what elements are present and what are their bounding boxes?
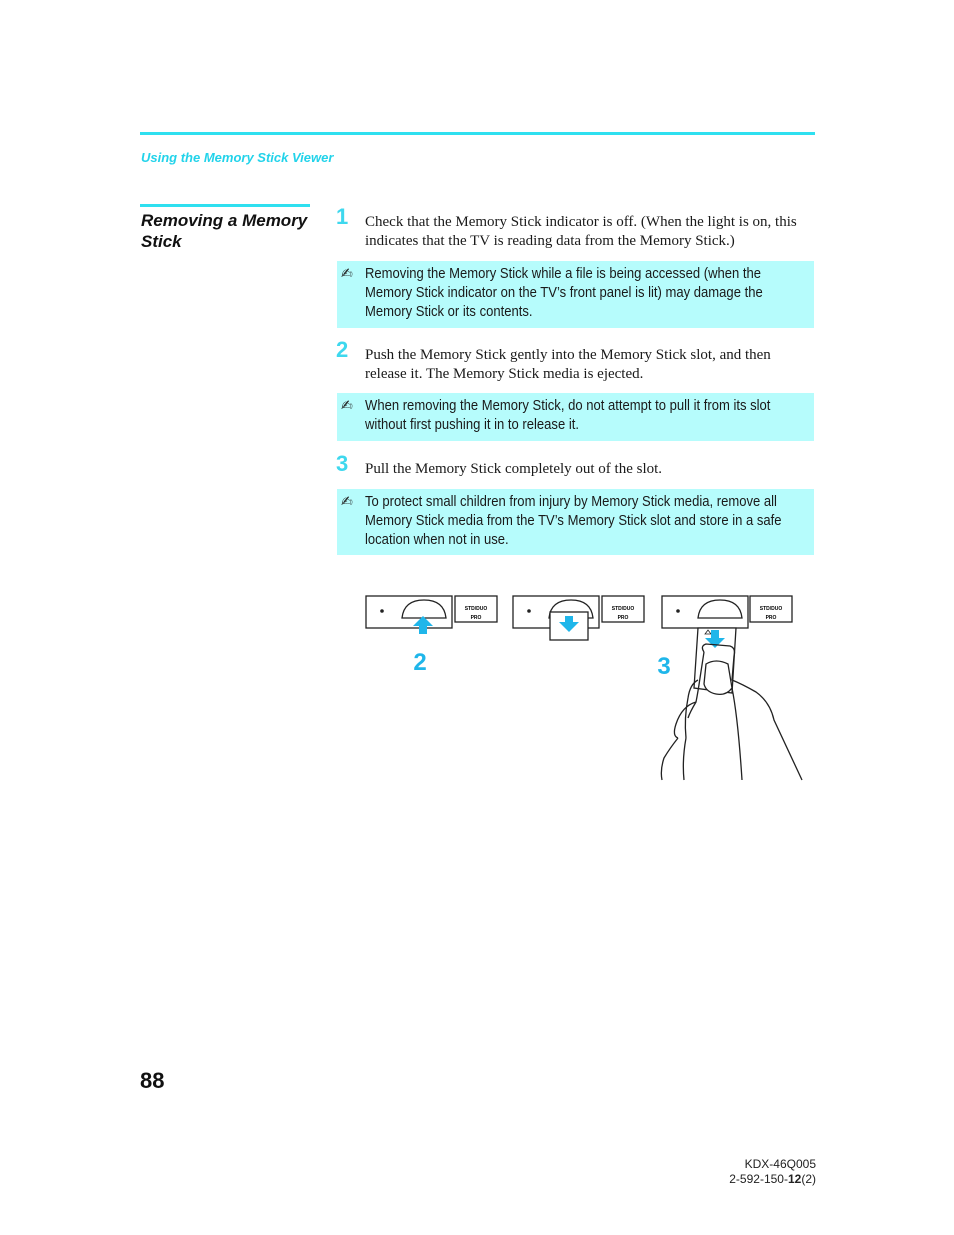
panel-label-bottom: PRO: [765, 615, 777, 621]
step-2-number: 2: [336, 337, 349, 362]
callout-2: 2: [413, 649, 427, 676]
step-3-text: Pull the Memory Stick completely out of the slot.: [365, 461, 663, 477]
note-box-1: [337, 261, 814, 328]
panel-label-bottom: PRO: [617, 615, 629, 621]
panel-label-top: STD/DUO: [464, 606, 488, 612]
note-2-text: When removing the Memory Stick, do not attempt to pull it from its slot without first pushing it in to release it.: [365, 398, 771, 433]
tv-panel-push: [366, 596, 497, 676]
step-2-text: Push the Memory Stick gently into the Memory Stick slot, and then release it. The Memory Stick media is ejected.: [365, 347, 771, 382]
page-number: 88: [140, 1068, 165, 1093]
memory-stick-removal-illustration: [360, 588, 810, 783]
model-number: KDX-46Q005: [744, 1157, 816, 1171]
note-1-text: Removing the Memory Stick while a file is being accessed (when the Memory Stick indicator on the TV’s front panel is lit) may damage the Memory Stick or its contents.: [365, 266, 763, 320]
tv-panel-ejected: [513, 596, 644, 640]
step-1-number: 1: [336, 204, 349, 229]
callout-3: 3: [657, 653, 671, 680]
pencil-note-icon: ✍: [341, 266, 353, 282]
step-1-text: Check that the Memory Stick indicator is off. (When the light is on, this indicates that the TV is reading data from the Memory Stick.): [365, 214, 797, 249]
pencil-note-icon: ✍: [341, 494, 353, 510]
pencil-note-icon: ✍: [341, 398, 353, 414]
panel-label-bottom: PRO: [470, 615, 482, 621]
panel-label-top: STD/DUO: [611, 606, 635, 612]
panel-label-top: STD/DUO: [759, 606, 783, 612]
document-code: 2-592-150-12(2): [729, 1172, 816, 1186]
sidebar-heading: Removing a Memory Stick: [141, 211, 308, 251]
note-box-3: [337, 489, 814, 555]
sidebar-rule: [140, 204, 310, 207]
note-3-text: To protect small children from injury by Memory Stick media, remove all Memory Stick media from the TV’s Memory Stick slot and store in a safe location when not in use.: [365, 494, 782, 548]
note-box-2: [337, 393, 814, 441]
header-rule: [140, 132, 815, 135]
tv-panel-pull: [657, 596, 802, 780]
section-title: Using the Memory Stick Viewer: [141, 150, 334, 165]
step-3-number: 3: [336, 451, 349, 476]
thumb: [704, 661, 732, 694]
